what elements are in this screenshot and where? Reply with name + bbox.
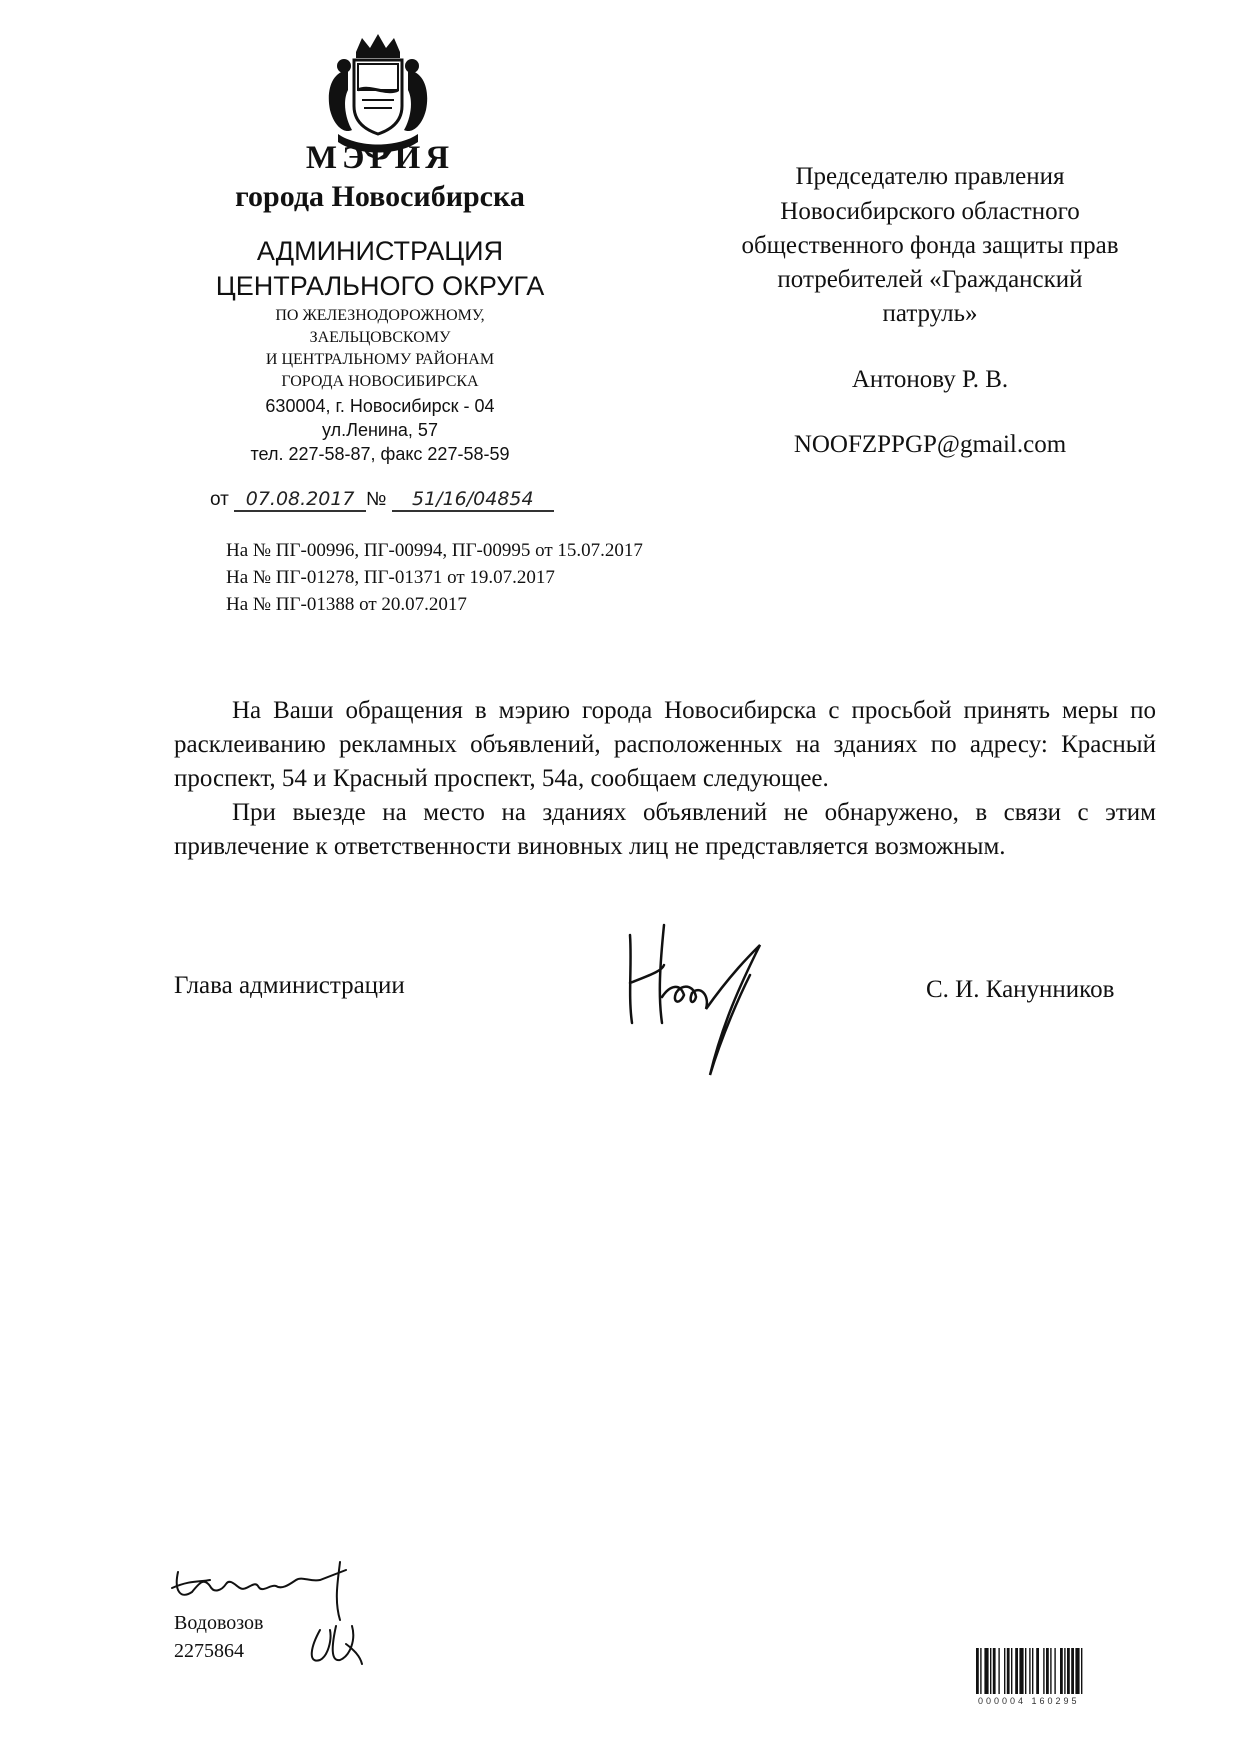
- incoming-reference: На № ПГ-01278, ПГ-01371 от 19.07.2017: [226, 567, 555, 588]
- barcode-bar: [1036, 1648, 1039, 1694]
- incoming-reference: На № ПГ-00996, ПГ-00994, ПГ-00995 от 15.07.2017: [226, 540, 643, 561]
- barcode-bar: [1043, 1648, 1044, 1694]
- addressee-email: NOOFZPPGP@gmail.com: [793, 431, 1067, 458]
- barcode-bar: [1007, 1648, 1010, 1694]
- addressee-line4: потребителей «Гражданский: [777, 266, 1083, 293]
- barcode-bar: [998, 1648, 999, 1694]
- barcode-bar: [1046, 1648, 1049, 1694]
- barcode-bar: [1029, 1648, 1030, 1694]
- barcode-bar: [1032, 1648, 1033, 1694]
- barcode-bar: [1011, 1648, 1012, 1694]
- sender-area-line3: И ЦЕНТРАЛЬНОМУ РАЙОНАМ: [265, 351, 495, 368]
- sender-title: МЭРИЯ: [305, 140, 455, 176]
- from-label: от: [210, 489, 229, 510]
- barcode-bar: [990, 1648, 991, 1694]
- sender-city: города Новосибирска: [235, 180, 525, 213]
- barcode-bar: [1060, 1648, 1063, 1694]
- barcode-bar: [1004, 1648, 1005, 1694]
- incoming-reference: На № ПГ-01388 от 20.07.2017: [226, 594, 467, 615]
- body-paragraph-2: При выезде на место на зданиях объявлений не обнаружено, в связи с этим привлечение к ответственности виновных лиц не представляется возможным.: [174, 799, 1156, 860]
- barcode-bar: [1019, 1648, 1023, 1694]
- executor-phone: 2275864: [174, 1640, 244, 1662]
- letter-body: [174, 694, 1156, 864]
- barcode-bar: [1067, 1648, 1070, 1694]
- addressee-name: Антонову Р. В.: [851, 366, 1009, 393]
- executor-name: Водовозов: [174, 1612, 264, 1634]
- barcode-bar: [1081, 1648, 1082, 1694]
- sender-phone: тел. 227-58-87, факс 227-58-59: [250, 444, 510, 464]
- barcode: [974, 1648, 1162, 1696]
- barcode-bar: [980, 1648, 981, 1694]
- barcode-bar: [1054, 1648, 1055, 1694]
- handwritten-signature: [610, 905, 790, 1085]
- barcode-bar: [1075, 1648, 1079, 1694]
- body-paragraph-1: На Ваши обращения в мэрию города Новосибирска с просьбой принять меры по расклеиванию рекламных объявлений, расположенных на зданиях по адресу: Красный проспект, 54 и Красный проспект, 54а, сообщаем следующее.: [174, 697, 1156, 792]
- number-label: №: [366, 489, 387, 510]
- sender-area-line1: ПО ЖЕЛЕЗНОДОРОЖНОМУ,: [275, 307, 485, 324]
- sender-admin-line2: ЦЕНТРАЛЬНОГО ОКРУГА: [215, 271, 545, 301]
- addressee-line2: Новосибирского областного: [780, 198, 1080, 225]
- outgoing-number: 51/16/04854: [392, 488, 554, 512]
- addressee-line3: общественного фонда защиты прав: [741, 232, 1119, 259]
- sender-admin-line1: АДМИНИСТРАЦИЯ: [256, 236, 504, 266]
- outgoing-reference: [210, 488, 554, 512]
- sender-address-line1: 630004, г. Новосибирск - 04: [265, 396, 495, 416]
- sender-area-line4: ГОРОДА НОВОСИБИРСКА: [281, 373, 479, 390]
- signatory-name: С. И. Канунников: [926, 976, 1115, 1003]
- barcode-bar: [993, 1648, 996, 1694]
- barcode-bar: [1015, 1648, 1018, 1694]
- sender-area-line2: ЗАЕЛЬЦОВСКОМУ: [309, 329, 451, 346]
- barcode-bar: [976, 1648, 979, 1694]
- addressee-line1: Председателю правления: [795, 163, 1065, 190]
- barcode-bar: [984, 1648, 988, 1694]
- outgoing-date: 07.08.2017: [234, 488, 366, 512]
- barcode-bar: [1064, 1648, 1065, 1694]
- sender-address-line2: ул.Ленина, 57: [322, 420, 438, 440]
- barcode-bar: [1071, 1648, 1074, 1694]
- barcode-bar: [1025, 1648, 1026, 1694]
- addressee-line5: патруль»: [882, 300, 978, 327]
- barcode-text: 000004 160295: [978, 1696, 1080, 1706]
- signatory-position: Глава администрации: [174, 972, 405, 999]
- barcode-bar: [1050, 1648, 1051, 1694]
